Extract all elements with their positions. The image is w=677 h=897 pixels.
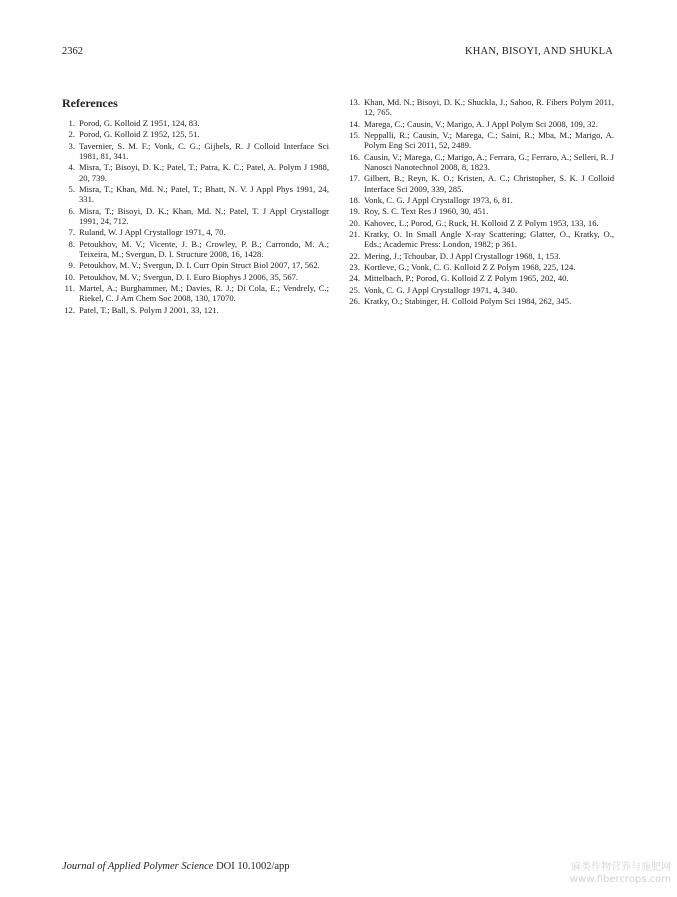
reference-number: 8.	[68, 238, 75, 249]
reference-number: 16.	[349, 151, 360, 162]
watermark-line-url: www.fibercrops.com	[569, 874, 671, 885]
watermark-line-cn: 麻类作物营养与施肥网	[571, 862, 671, 873]
reference-number: 5.	[68, 184, 75, 194]
reference-number: 10.	[64, 271, 75, 282]
reference-item	[347, 152, 614, 173]
reference-text: Gilbert, B.; Reyn, K. O.; Kristen, A. C.; Christopher, S. K. J Colloid Interface Sci 2009, 339, 285.	[364, 173, 614, 194]
page-footer	[62, 861, 290, 872]
reference-number: 17.	[349, 173, 360, 184]
reference-number: 7.	[68, 227, 75, 238]
reference-number: 13.	[349, 97, 360, 107]
reference-number: 4.	[68, 162, 75, 173]
reference-text: Petoukhov, M. V.; Svergun, D. I. Curr Opin Struct Biol 2007, 17, 562.	[79, 260, 320, 271]
reference-number: 11.	[64, 283, 75, 293]
reference-item	[62, 141, 329, 162]
reference-item	[62, 305, 329, 315]
reference-number: 6.	[68, 205, 75, 216]
reference-item	[347, 195, 614, 205]
reference-item	[62, 129, 329, 139]
reference-item	[347, 173, 614, 194]
reference-text: Petoukhov, M. V.; Svergun, D. I. Euro Biophys J 2006, 35, 567.	[79, 271, 299, 282]
doi: DOI 10.1002/app	[216, 861, 290, 872]
reference-text: Misra, T.; Bisoyi, D. K.; Patel, T.; Patra, K. C.; Patel, A. Polym J 1988, 20, 739.	[79, 162, 329, 183]
watermark	[570, 862, 671, 886]
reference-number: 2.	[68, 129, 75, 140]
reference-number: 19.	[349, 206, 360, 217]
reference-text: Misra, T.; Bisoyi, D. K.; Khan, Md. N.; Patel, T. J Appl Crystallogr 1991, 24, 712.	[79, 205, 329, 227]
reference-number: 20.	[349, 217, 360, 228]
journal-name: Journal of Applied Polymer Science	[62, 861, 214, 872]
reference-item	[62, 239, 329, 260]
reference-number: 15.	[349, 130, 360, 140]
reference-text: Porod, G. Kolloid Z 1951, 124, 83.	[79, 118, 200, 128]
reference-text: Vonk, C. G. J Appl Crystallogr 1971, 4, 340.	[364, 284, 518, 295]
reference-number: 26.	[349, 295, 360, 306]
reference-text: Causin, V.; Marega, C.; Marigo, A.; Ferrara, G.; Ferraro, A.; Selleri, R. J Nanosci Nanotechnol 2008, 8, 1823.	[364, 151, 614, 173]
reference-number: 18.	[349, 195, 360, 206]
reference-text: Kahovec, L.; Porod, G.; Ruck, H. Kolloid Z Z Polym 1953, 133, 16.	[364, 217, 599, 228]
reference-number: 21.	[349, 229, 360, 239]
reference-number: 9.	[68, 260, 75, 271]
reference-text: Khan, Md. N.; Bisoyi, D. K.; Shuckla, J.; Sahoo, R. Fibers Polym 2011, 12, 765.	[364, 97, 614, 118]
references-right-column	[347, 97, 614, 307]
reference-number: 3.	[68, 140, 75, 151]
reference-item	[62, 260, 329, 270]
reference-text: Mering, J.; Tchoubar, D. J Appl Crystallogr 1968, 1, 153.	[364, 250, 561, 261]
reference-number: 1.	[68, 118, 75, 128]
reference-text: Roy, S. C. Text Res J 1960, 30, 451.	[364, 206, 489, 217]
running-head: KHAN, BISOYI, AND SHUKLA	[464, 46, 613, 57]
reference-text: Porod, G. Kolloid Z 1952, 125, 51.	[79, 129, 200, 140]
reference-item	[347, 97, 614, 118]
reference-item	[62, 118, 329, 128]
reference-text: Vonk, C. G. J Appl Crystallogr 1973, 6, 81.	[364, 195, 513, 206]
reference-text: Neppalli, R.; Causin, V.; Marega, C.; Saini, R.; Mba, M.; Marigo, A. Polym Eng Sci 2011, 52, 2489.	[364, 130, 614, 151]
reference-item	[62, 184, 329, 205]
reference-item	[347, 130, 614, 151]
reference-item	[347, 218, 614, 228]
reference-item	[347, 273, 614, 283]
reference-item	[347, 262, 614, 272]
reference-text: Mittelbach, P.; Porod, G. Kolloid Z Z Polym 1965, 202, 40.	[364, 273, 569, 284]
reference-text: Kortleve, G.; Vonk, C. G. Kolloid Z Z Polym 1968, 225, 124.	[364, 262, 576, 272]
reference-item	[62, 227, 329, 237]
reference-number: 25.	[349, 284, 360, 295]
reference-text: Kratky, O. In Small Angle X-ray Scattering; Glatter, O., Kratky, O., Eds.; Academic Press: London, 1982; p 361.	[364, 229, 614, 250]
reference-item	[347, 206, 614, 216]
reference-number: 12.	[64, 304, 75, 315]
reference-item	[62, 162, 329, 183]
reference-item	[62, 206, 329, 227]
reference-text: Patel, T.; Ball, S. Polym J 2001, 33, 121.	[79, 304, 219, 315]
reference-number: 14.	[349, 118, 360, 129]
reference-item	[347, 229, 614, 250]
reference-text: Kratky, O.; Stabinger, H. Colloid Polym Sci 1984, 262, 345.	[364, 295, 572, 306]
reference-text: Marega, C.; Causin, V.; Marigo, A. J Appl Polym Sci 2008, 109, 32.	[364, 118, 598, 129]
reference-text: Misra, T.; Khan, Md. N.; Patel, T.; Bhatt, N. V. J Appl Phys 1991, 24, 331.	[79, 184, 329, 205]
page-number: 2362	[62, 46, 83, 57]
reference-text: Tavernier, S. M. F.; Vonk, C. G.; Gijbels, R. J Colloid Interface Sci 1981, 81, 341.	[79, 140, 329, 161]
reference-text: Martel, A.; Burghammer, M.; Davies, R. J.; Di Cola, E.; Vendrely, C.; Riekel, C. J Am Chem Soc 2008, 130, 17070.	[79, 283, 329, 304]
reference-item	[347, 296, 614, 306]
reference-number: 24.	[349, 273, 360, 284]
reference-text: Petoukhov, M. V.; Vicente, J. B.; Crowley, P. B.; Carrondo, M. A.; Teixeira, M.; Svergun, D. I. Structure 2008, 16, 1428.	[79, 238, 329, 260]
reference-item	[347, 119, 614, 129]
reference-item	[347, 251, 614, 261]
reference-item	[347, 285, 614, 295]
reference-number: 22.	[349, 250, 360, 261]
references-left-column	[62, 118, 329, 316]
reference-text: Ruland, W. J Appl Crystallogr 1971, 4, 70.	[79, 227, 226, 238]
reference-number: 23.	[349, 262, 360, 272]
references-heading: References	[62, 96, 118, 110]
reference-item	[62, 283, 329, 304]
reference-item	[62, 272, 329, 282]
